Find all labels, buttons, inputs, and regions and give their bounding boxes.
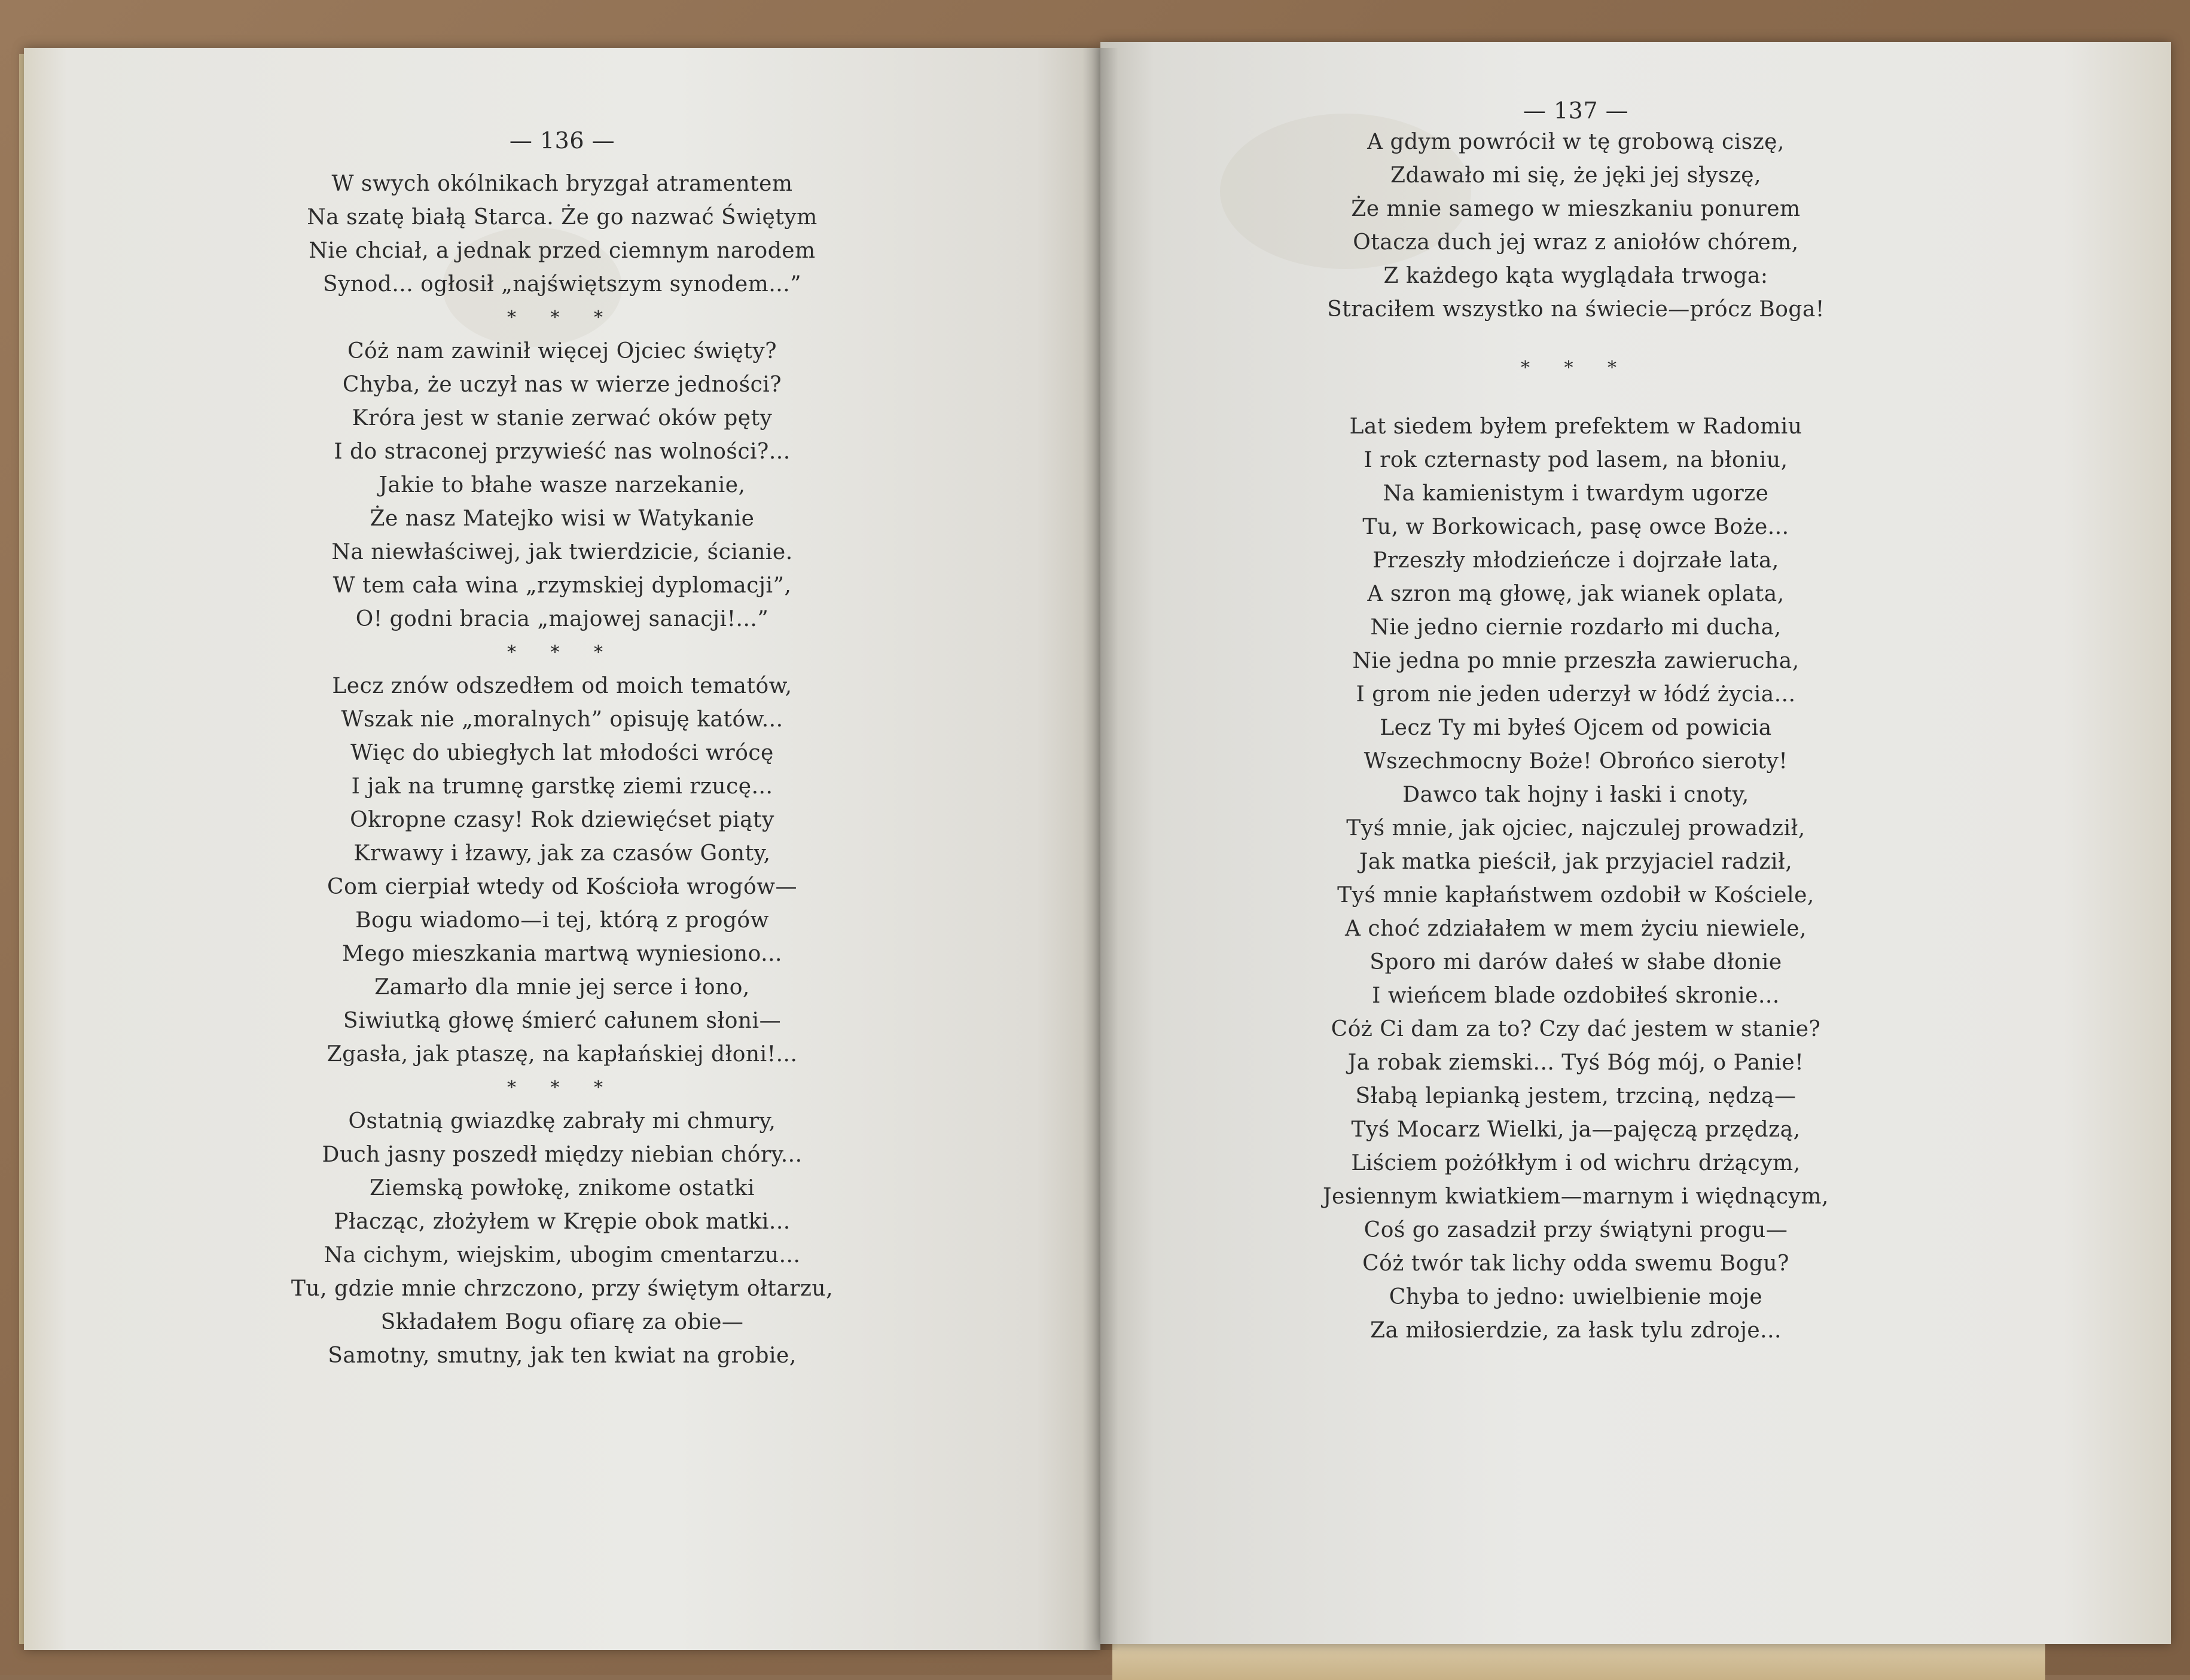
verse-line: Straciłem wszystko na świecie—prócz Boga! [1327,297,1825,322]
verse-line: I grom nie jeden uderzył w łódź życia... [1356,682,1796,707]
verse-line: I do straconej przywieść nas wolności?... [334,439,791,464]
verse-line: Krόra jest w stanie zerwać oków pęty [352,406,773,430]
verse-line: Ziemską powłokę, znikome ostatki [370,1176,755,1201]
verse-line: Wszak nie „moralnych” opisuję katów... [341,707,783,732]
verse-line: Sporo mi darów dałeś w słabe dłonie [1369,950,1782,975]
verse-line: Nie chciał, a jednak przed ciemnym narodem [309,239,816,263]
verse-line: Na szatę białą Starca. Że go nazwać Świętym [307,205,818,230]
verse-line: A choć zdziałałem w mem życiu niewiele, [1344,917,1807,941]
verse-line: Ostatnią gwiazdkę zabrały mi chmury, [348,1109,776,1134]
verse-line: W swych okólnikach bryzgał atramentem [331,172,793,196]
verse-line: Lat siedem byłem prefektem w Radomiu [1349,414,1802,439]
verse-line: Chyba, że uczył nas w wierze jedności? [342,372,782,397]
verse-line: Bogu wiadomo—i tej, którą z progów [355,908,769,933]
stanza-separator [263,1071,861,1105]
verse-line: A szron mą głowę, jak wianek oplata, [1367,582,1785,606]
verse-line: Zamarło dla mnie jej serce i łono, [374,975,750,1000]
verse-line: Płacząc, złożyłem w Krępie obok matki... [334,1209,791,1234]
verse-line: Samotny, smutny, jak ten kwiat na grobie, [328,1343,797,1368]
verse-line: I jak na trumnę garstkę ziemi rzucę... [351,774,773,799]
verse-line: Słabą lepianką jestem, trzciną, nędzą— [1355,1084,1796,1108]
stanza-separator [1256,326,1896,410]
verse-line: Com cierpiał wtedy od Kościoła wrogów— [327,875,797,899]
right-page-text [1256,78,1896,1348]
verse-line: Tyś Mocarz Wielki, ja—pajęczą przędzą, [1351,1117,1801,1142]
verse-line: Na kamienistym i twardym ugorze [1383,481,1769,506]
verse-line: Wszechmocny Boże! Obrońco sieroty! [1364,749,1788,774]
verse-line: Duch jasny poszedł między niebian chóry... [322,1143,803,1167]
verse-line: Siwiutką głowę śmierć całunem słoni— [343,1009,782,1033]
verse-line: Tu, gdzie mnie chrzczono, przy świętym ołtarzu, [291,1276,834,1301]
page-stack-edge [1112,1644,2045,1680]
verse-line: Mego mieszkania martwą wyniesiono... [342,942,782,966]
verse-line: Nie jedna po mnie przeszła zawierucha, [1352,649,1799,673]
page-number: — 137 — [1523,97,1629,124]
verse-line: Tyś mnie kapłaństwem ozdobił w Kościele, [1337,883,1814,908]
stanza-separator [263,636,861,670]
verse-line: O! godni bracia „majowej sanacji!...” [355,607,769,631]
verse-line: Nie jedno ciernie rozdarło mi ducha, [1370,615,1782,640]
verse-line: Tyś mnie, jak ojciec, najczulej prowadził, [1346,816,1805,841]
verse-line: Jesiennym kwiatkiem—marnym i więdnącym, [1323,1184,1829,1209]
verse-line: Synod... ogłosił „najświętszym synodem...” [322,272,802,297]
verse-line: Więc do ubiegłych lat młodości wrócę [350,741,774,765]
verse-line: Otacza duch jej wraz z aniołów chórem, [1353,230,1799,255]
asterism: * * * [507,1077,618,1098]
verse-line: Za miłosierdzie, za łask tylu zdroje... [1369,1318,1782,1343]
verse-line: Tu, w Borkowicach, pasę owce Boże... [1362,515,1789,539]
verse-line: Zgasła, jak ptaszę, na kapłańskiej dłoni!... [327,1042,798,1067]
verse-line: Jak matka pieścił, jak przyjaciel radził, [1359,850,1793,874]
verse-line: Lecz znów odszedłem od moich tematów, [332,674,792,698]
asterism: * * * [507,307,618,328]
verse-line: Składałem Bogu ofiarę za obie— [380,1310,744,1334]
verse-line: Krwawy i łzawy, jak za czasów Gonty, [353,841,771,866]
verse-line: Okropne czasy! Rok dziewięćset piąty [350,808,774,832]
verse-line: Cóż twór tak lichy odda swemu Bogu? [1362,1251,1789,1276]
stanza-separator [263,301,861,335]
left-page-text [263,108,861,1373]
verse-line: Dawco tak hojny i łaski i cnoty, [1402,783,1749,807]
verse-line: Jakie to błahe wasze narzekanie, [379,473,746,497]
verse-line: Lecz Ty mi byłeś Ojcem od powicia [1380,716,1772,740]
verse-line: A gdym powrócił w tę grobową ciszę, [1367,130,1785,154]
verse-line: I wieńcem blade ozdobiłeś skronie... [1372,983,1780,1008]
verse-line: Coś go zasadził przy świątyni progu— [1364,1218,1788,1242]
verse-line: Przeszły młodzieńcze i dojrzałe lata, [1372,548,1779,573]
verse-line: Zdawało mi się, że jęki jej słyszę, [1390,163,1762,188]
verse-line: Z każdego kąta wyglądała trwoga: [1383,264,1768,288]
verse-line: Że nasz Matejko wisi w Watykanie [370,506,755,531]
verse-line: Chyba to jedno: uwielbienie moje [1389,1285,1763,1309]
page-number: — 136 — [509,127,615,154]
verse-line: Na niewłaściwej, jak twierdzicie, ścianie. [331,540,793,564]
verse-line: Że mnie samego w mieszkaniu ponurem [1351,197,1801,221]
verse-line: Liściem pożółkłym i od wichru drżącym, [1351,1151,1801,1175]
book-gutter [1082,48,1118,1650]
verse-line: Cóż Ci dam za to? Czy dać jestem w stanie? [1331,1017,1821,1041]
verse-line: Ja robak ziemski... Tyś Bóg mój, o Panie! [1347,1050,1804,1075]
verse-line: I rok czternasty pod lasem, na błoniu, [1364,448,1788,472]
asterism: * * * [1520,358,1631,378]
verse-line: Na cichym, wiejskim, ubogim cmentarzu... [324,1243,801,1267]
verse-line: W tem cała wina „rzymskiej dyplomacji”, [333,573,792,598]
asterism: * * * [507,642,618,663]
verse-line: Cóż nam zawinił więcej Ojciec święty? [347,339,777,364]
